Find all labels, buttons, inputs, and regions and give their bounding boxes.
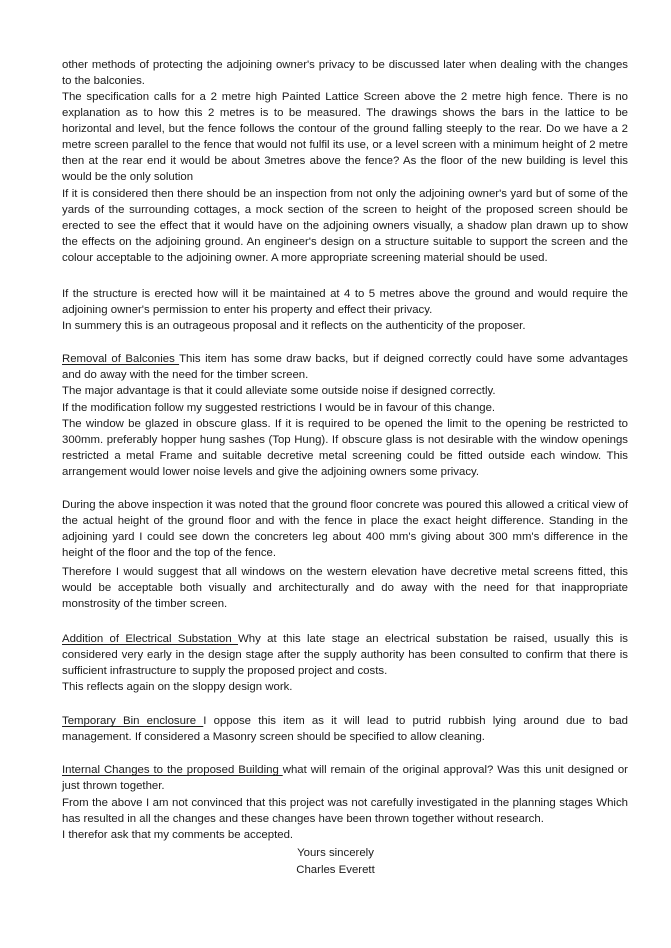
paragraph-concrete-inspection [62, 497, 628, 561]
paragraph-request [62, 827, 628, 843]
paragraph-inspection [62, 186, 628, 266]
paragraph-lattice-screen-spec [62, 89, 628, 186]
paragraph-text: I oppose this item as it will lead to putrid rubbish lying around due to bad management. If considered a Masonry screen should be specified to allow cleaning. [62, 715, 628, 744]
section-heading: Internal Changes to the proposed Building [62, 764, 283, 776]
section-electrical-substation [62, 631, 628, 679]
paragraph-privacy-continued [62, 57, 628, 89]
section-temporary-bin-enclosure [62, 713, 628, 745]
section-heading: Removal of Balconies [62, 353, 180, 365]
paragraph-sloppy-design [62, 679, 628, 695]
paragraph-text: In summery this is an outrageous proposal and it reflects on the authenticity of the proposer. [62, 320, 526, 332]
paragraph-text: Therefore I would suggest that all windows on the western elevation have decretive metal screens fitted, this would be acceptable both visually and architecturally and do away with the need for that inappropriate monstrosity of the timber screen. [62, 566, 628, 611]
paragraph-summary [62, 318, 628, 334]
paragraph-text: other methods of protecting the adjoining owner's privacy to be discussed later when dealing with the changes to the balconies. [62, 59, 628, 88]
paragraph-text: During the above inspection it was noted that the ground floor concrete was poured this allowed a critical view of the actual height of the ground floor and with the fence in place the exact height difference. Standing in the adjoining yard I could see down the concreters leg about 400 mm's giving about 300 mm's difference in the height of the floor and the top of the fence. [62, 499, 628, 560]
section-removal-of-balconies [62, 351, 628, 383]
section-heading: Addition of Electrical Substation [62, 633, 239, 645]
paragraph-text: If it is considered then there should be an inspection from not only the adjoining owner's yard but of some of the yards of the surrounding cottages, a mock section of the screen to height of the proposed screen should be erected to see the effect that it would have on the adjoining owners visually, a shadow plan drawn up to show the effects on the adjoining ground. An engineer's design on a structure suitable to support the screen and the colour acceptable to the adjoining owner. A more appropriate screening material should be used. [62, 188, 628, 265]
paragraph-text: Why at this late stage an electrical substation be raised, usually this is considered very early in the design stage after the supply authority has been consulted to confirm that there is sufficient infrastructure to supply the proposed project and costs. [62, 633, 628, 678]
paragraph-text: I therefor ask that my comments be accepted. [62, 829, 294, 841]
paragraph-text: The specification calls for a 2 metre high Painted Lattice Screen above the 2 metre high fence. There is no explanation as to how this 2 metres is to be measured. The drawings shows the bars in the lattice to be horizontal and level, but the fence follows the contour of the ground falling steeply to the rear. Do we have a 2 metre screen parallel to the fence that would not fulfil its use, or a level screen with a minimum height of 2 metre then at the rear end it would be about 3metres above the fence? As the floor of the new building is level this would be the only solution [62, 91, 628, 184]
signature-closing: Yours sincerely [297, 847, 374, 859]
paragraph-text: The window be glazed in obscure glass. If it is required to be opened the limit to the opening be restricted to 300mm. preferably hopper hung sashes (Top Hung). If obscure glass is not desirable with the window openings restricted a metal Frame and suitable decretive metal screening could be fitted outside each window. This arrangement would lower noise levels and give the adjoining owners some privacy. [62, 418, 628, 479]
paragraph-text: The major advantage is that it could alleviate some outside noise if designed correctly. [62, 385, 496, 397]
paragraph-major-advantage [62, 383, 628, 399]
section-internal-changes [62, 762, 628, 794]
paragraph-conclusion [62, 795, 628, 827]
paragraph-obscure-glass [62, 416, 628, 480]
paragraph-text: If the modification follow my suggested restrictions I would be in favour of this change. [62, 402, 496, 414]
paragraph-text: From the above I am not convinced that this project was not carefully investigated in the planning stages Which has resulted in all the changes and these changes have been thrown together without research. [62, 797, 628, 826]
signature-name: Charles Everett [296, 864, 375, 876]
paragraph-text: what will remain of the original approval? Was this unit designed or just thrown together. [62, 764, 628, 793]
paragraph-text: If the structure is erected how will it be maintained at 4 to 5 metres above the ground and would require the adjoining owner's permission to enter his property and effect their privacy. [62, 288, 628, 317]
paragraph-text: This reflects again on the sloppy design work. [62, 681, 293, 693]
paragraph-maintenance [62, 286, 628, 318]
paragraph-text: This item has some draw backs, but if deigned correctly could have some advantages and do away with the need for the timber screen. [62, 353, 628, 382]
paragraph-modification [62, 400, 628, 416]
section-heading: Temporary Bin enclosure [62, 715, 204, 727]
paragraph-metal-screens [62, 564, 628, 612]
